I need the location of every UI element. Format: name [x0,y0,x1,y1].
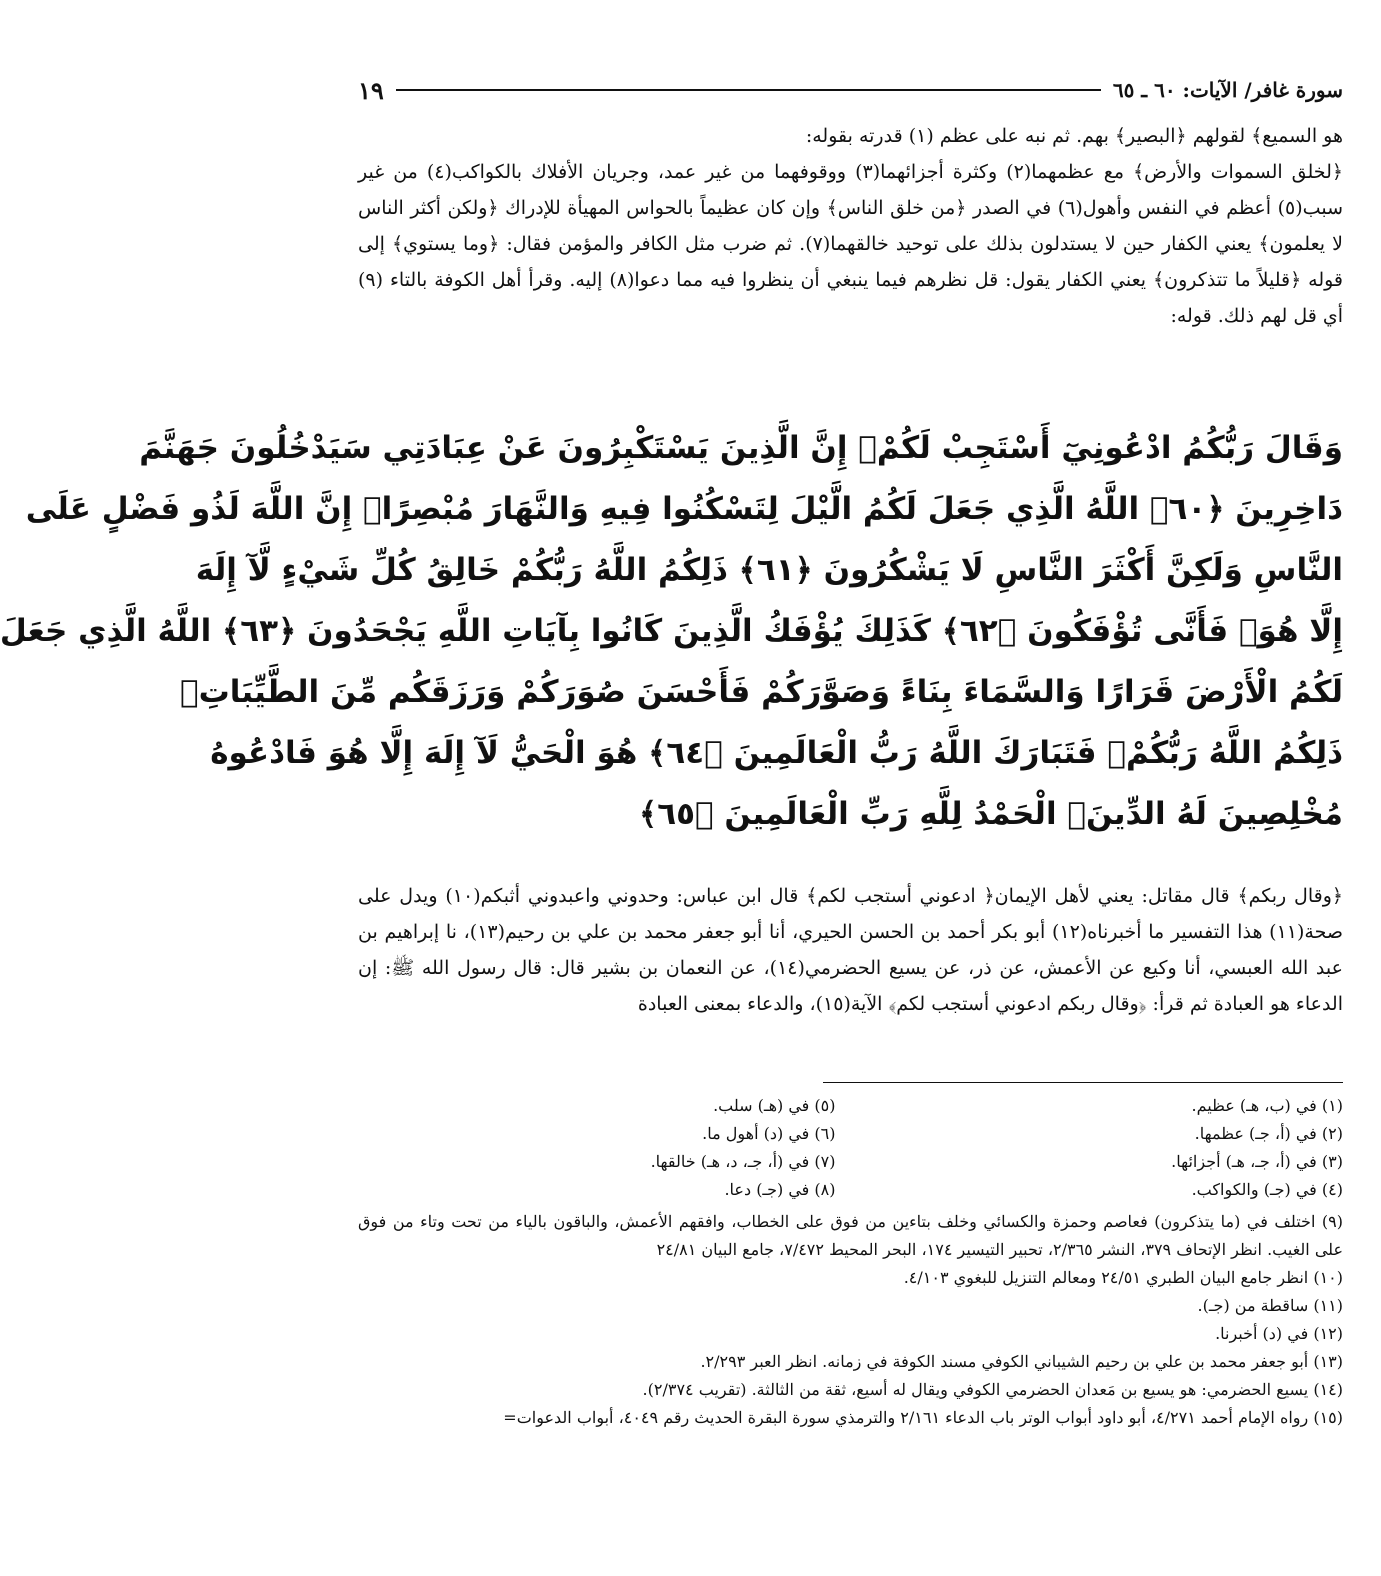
footnote: (١٣) أبو جعفر محمد بن علي بن رحيم الشيباني الكوفي مسند الكوفة في زمانه. انظر العبر ٢/٢٩٣. [700,1352,1343,1371]
commentary-paragraph: ﴿لخلق السموات والأرض﴾ مع عظمهما(٢) وكثرة أجزائهما(٣) ووقوفهما من غير عمد، وجريان الأفلاك بالكواكب(٤) من غير سبب(٥) أعظم في النفس وأهول(٦) في الصدر ﴿من خلق الناس﴾ وإن كان عظيماً بالحواس المهيأة للإدراك ﴿ولكن أكثر الناس لا يعلمون﴾ يعني الكفار حين لا يستدلون بذلك على توحيد خالقهما(٧). ثم ضرب مثل الكافر والمؤمن فقال: ﴿وما يستوي﴾ إلى قوله ﴿قليلاً ما تتذكرون﴾ يعني الكفار يقول: قل نظرهم فيما ينبغي أن ينظروا فيه مما دعوا(٨) إليه. وقرأ أهل الكوفة بالتاء (٩) أي قل لهم ذلك. قوله: [358,161,1344,327]
page-number: ١٩ [358,75,384,105]
footnote: (١٠) انظر جامع البيان الطبري ٢٤/٥١ ومعالم التنزيل للبغوي ٤/١٠٣. [903,1268,1343,1287]
commentary-paragraph: هو السميع﴾ لقولهم ﴿البصير﴾ بهم. ثم نبه على عظم (١) قدرته بقوله: [805,125,1343,147]
footnote: (١) في (ب، هـ) عظيم. [1191,1096,1343,1115]
quran-line: لَكُمُ الْأَرْضَ قَرَارًا وَالسَّمَاءَ بِنَاءً وَصَوَّرَكُمْ فَأَحْسَنَ صُوَرَكُمْ وَرَزَقَكُم مِّنَ الطَّيِّبَاتِۚ [180,674,1343,710]
tafsir-paragraph: ﴿وقال ربكم﴾ قال مقاتل: يعني لأهل الإيمان﴿ ادعوني أستجب لكم﴾ قال ابن عباس: وحدوني واعبدوني أثبكم(١٠) ويدل على صحة(١١) هذا التفسير ما أخبرناه(١٢) أبو بكر أحمد بن الحسن الحيري، أنا أبو جعفر محمد بن علي بن رحيم(١٣)، نا إبراهيم بن عبد الله العبسي، أنا وكيع عن الأعمش، عن ذر، عن يسيع الحضرمي(١٤)، عن النعمان بن بشير قال: قال رسول الله ﷺ: إن الدعاء هو العبادة ثم قرأ: ﴿وقال ربكم ادعوني أستجب لكم﴾ الآية(١٥)، والدعاء بمعنى العبادة [358,885,1343,1015]
footnote-divider [823,1082,1343,1083]
footnote: (٥) في (هـ) سلب. [713,1096,836,1115]
footnotes-grid [358,1092,1343,1204]
footnote: (٦) في (د) أهول ما. [702,1124,836,1143]
footnote: (١٤) يسيع الحضرمي: هو يسيع بن مَعدان الحضرمي الكوفي ويقال له أسيع، ثقة من الثالثة. (تقريب ٢/٣٧٤). [642,1380,1343,1399]
quran-line: وَقَالَ رَبُّكُمُ ادْعُونِيٓ أَسْتَجِبْ لَكُمْۚ إِنَّ الَّذِينَ يَسْتَكْبِرُونَ عَنْ عِبَادَتِي سَيَدْخُلُونَ جَهَنَّمَ [139,430,1343,466]
quran-line: ذَلِكُمُ اللَّهُ رَبُّكُمْۖ فَتَبَارَكَ اللَّهُ رَبُّ الْعَالَمِينَ ﴿٦٤﴾ هُوَ الْحَيُّ لَآ إِلَهَ إِلَّا هُوَ فَادْعُوهُ [210,735,1343,771]
quran-line: النَّاسِ وَلَكِنَّ أَكْثَرَ النَّاسِ لَا يَشْكُرُونَ ﴿٦١﴾ ذَلِكُمُ اللَّهُ رَبُّكُمْ خَالِقُ كُلِّ شَيْءٍ لَّآ إِلَهَ [195,552,1343,588]
commentary-section [358,118,1343,334]
footnote: (٩) اختلف في (ما يتذكرون) فعاصم وحمزة والكسائي وخلف بتاءين من فوق على الخطاب، وافقهم الأعمش، والباقون بالياء من تحت وتاء من فوق على الغيب. انظر الإتحاف ٣٧٩، النشر ٢/٣٦٥، تحبير التيسير ١٧٤، البحر المحيط ٧/٤٧٢، جامع البيان ٢٤/٨١ [358,1212,1343,1259]
footnote: (٨) في (جـ) دعا. [724,1180,836,1199]
footnote: (١١) ساقطة من (جـ). [1197,1296,1343,1315]
quran-verses [0,418,1343,845]
footnotes-list [358,1208,1343,1432]
surah-title: سورة غافر/ الآيات: ٦٠ ـ ٦٥ [1112,78,1343,102]
running-header [358,72,1343,108]
quran-line: إِلَّا هُوَۖ فَأَنَّى تُؤْفَكُونَ ﴿٦٢﴾ كَذَلِكَ يُؤْفَكُ الَّذِينَ كَانُوا بِآيَاتِ اللَّهِ يَجْحَدُونَ ﴿٦٣﴾ اللَّهُ الَّذِي جَعَلَ [0,613,1343,649]
footnote: (٢) في (أ، جـ) عظمها. [1194,1124,1343,1143]
quran-line: مُخْلِصِينَ لَهُ الدِّينَۗ الْحَمْدُ لِلَّهِ رَبِّ الْعَالَمِينَ ﴿٦٥﴾ [639,796,1343,832]
footnote: (٧) في (أ، جـ، د، هـ) خالقها. [650,1152,836,1171]
quran-line: دَاخِرِينَ ﴿٦٠﴾ اللَّهُ الَّذِي جَعَلَ لَكُمُ الَّيْلَ لِتَسْكُنُوا فِيهِ وَالنَّهَارَ مُبْصِرًاۚ إِنَّ اللَّهَ لَذُو فَضْلٍ عَلَى [25,491,1343,527]
footnote: (١٥) رواه الإمام أحمد ٤/٢٧١، أبو داود أبواب الوتر باب الدعاء ٢/١٦١ والترمذي سورة البقرة الحديث رقم ٤٠٤٩، أبواب الدعوات= [503,1408,1343,1427]
footnote: (١٢) في (د) أخبرنا. [1215,1324,1343,1343]
tafsir-section [358,878,1343,1022]
header-rule [396,89,1101,91]
footnote: (٤) في (جـ) والكواكب. [1191,1180,1343,1199]
footnote: (٣) في (أ، جـ، هـ) أجزائها. [1171,1152,1343,1171]
